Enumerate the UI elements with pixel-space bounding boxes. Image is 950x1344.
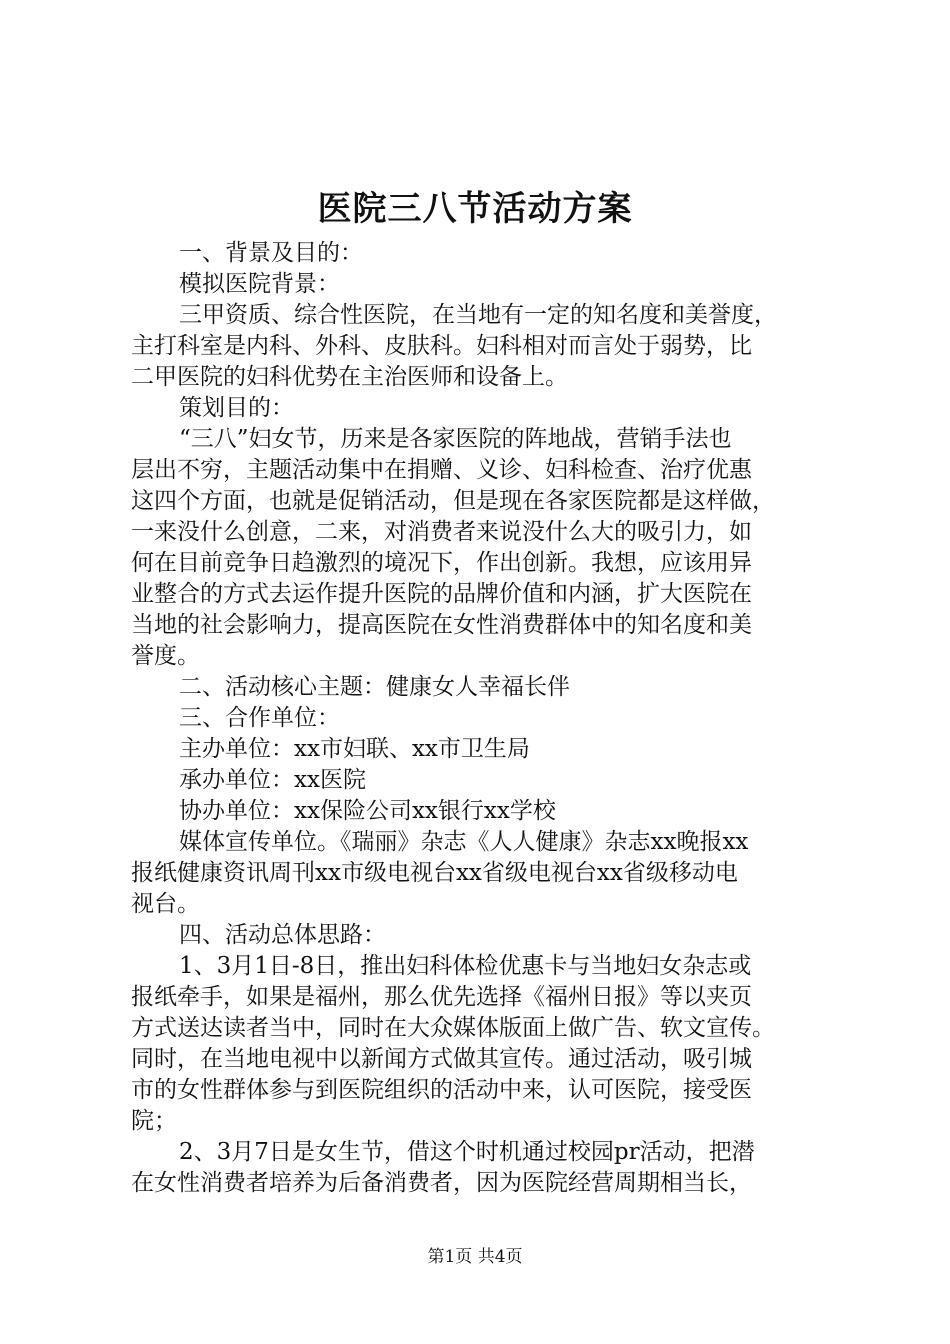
- text-line: 层出不穷，主题活动集中在捐赠、义诊、妇科检查、治疗优惠: [131, 457, 752, 483]
- text-line: 业整合的方式去运作提升医院的品牌价值和内涵，扩大医院在: [131, 581, 752, 607]
- document-body: [131, 238, 851, 1199]
- document-title: 医院三八节活动方案: [317, 189, 633, 229]
- text-line: 二甲医院的妇科优势在主治医师和设备上。: [131, 364, 568, 390]
- text-line: 2、3月7日是女生节，借这个时机通过校园pr活动，把潜: [179, 1139, 755, 1165]
- text-line: 一、背景及目的：: [179, 240, 363, 266]
- page-footer: 第1页 共4页: [427, 1247, 523, 1267]
- text-line: 当地的社会影响力，提高医院在女性消费群体中的知名度和美: [131, 612, 752, 638]
- text-line: 在女性消费者培养为后备消费者，因为医院经营周期相当长，: [131, 1170, 752, 1196]
- text-line: 媒体宣传单位。《瑞丽》杂志《人人健康》杂志xx晚报xx: [179, 829, 749, 855]
- text-line: 三、合作单位：: [179, 705, 340, 731]
- text-line: 何在目前竞争日趋激烈的境况下，作出创新。我想，应该用异: [131, 550, 752, 576]
- text-line: 誉度。: [131, 643, 200, 669]
- text-line: 策划目的：: [179, 395, 294, 421]
- text-line: 三甲资质、综合性医院，在当地有一定的知名度和美誉度，: [179, 302, 777, 328]
- text-line: “三八”妇女节，历来是各家医院的阵地战，营销手法也: [179, 426, 732, 452]
- text-line: 报纸牵手，如果是福州，那么优先选择《福州日报》等以夹页: [131, 984, 752, 1010]
- text-line: 方式送达读者当中，同时在大众媒体版面上做广告、软文宣传。: [131, 1015, 775, 1041]
- text-line: 主打科室是内科、外科、皮肤科。妇科相对而言处于弱势，比: [131, 333, 752, 359]
- text-line: 四、活动总体思路：: [179, 922, 386, 948]
- text-line: 院；: [131, 1108, 177, 1134]
- text-line: 同时，在当地电视中以新闻方式做其宣传。通过活动，吸引城: [131, 1046, 752, 1072]
- text-line: 1、3月1日-8日，推出妇科体检优惠卡与当地妇女杂志或: [179, 953, 752, 979]
- text-line: 主办单位：xx市妇联、xx市卫生局: [179, 736, 530, 762]
- text-line: 模拟医院背景：: [179, 271, 340, 297]
- text-line: 市的女性群体参与到医院组织的活动中来，认可医院，接受医: [131, 1077, 752, 1103]
- text-line: 承办单位：xx医院: [179, 767, 366, 793]
- text-line: 一来没什么创意，二来，对消费者来说没什么大的吸引力，如: [131, 519, 752, 545]
- text-line: 二、活动核心主题：健康女人幸福长伴: [179, 674, 570, 700]
- text-line: 协办单位：xx保险公司xx银行xx学校: [179, 798, 556, 824]
- text-line: 视台。: [131, 891, 200, 917]
- text-line: 报纸健康资讯周刊xx市级电视台xx省级电视台xx省级移动电: [131, 860, 738, 886]
- text-line: 这四个方面，也就是促销活动，但是现在各家医院都是这样做，: [131, 488, 775, 514]
